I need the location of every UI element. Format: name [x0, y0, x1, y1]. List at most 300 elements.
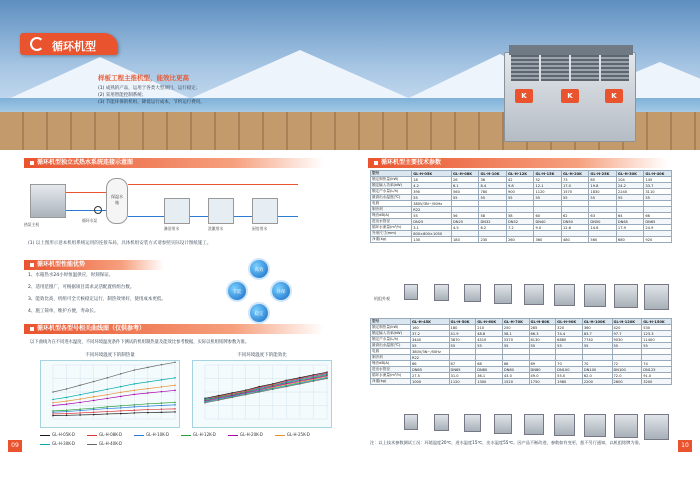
data-point: [52, 399, 54, 401]
data-point: [134, 383, 136, 385]
data-point: [52, 391, 54, 393]
table-cell: 55: [412, 195, 452, 201]
slogan-title: 样板工程主推机型，能效比更高: [98, 74, 189, 82]
pump-icon: [94, 206, 102, 214]
data-point: [106, 398, 108, 400]
table-header-cell: 型号: [371, 319, 411, 325]
table-cell: DN65: [644, 219, 672, 225]
slogan-block: [98, 73, 228, 106]
data-point: [147, 403, 149, 405]
section-heading: 循环机型各型号相关曲线图（仅供参考）: [24, 324, 324, 334]
table-cell: 55: [502, 343, 529, 349]
table-cell: 55: [561, 195, 588, 201]
table-cell: R22: [412, 207, 452, 213]
data-point: [120, 373, 122, 375]
table-cell: DN125: [642, 367, 672, 373]
legend-item: [181, 432, 216, 437]
pic-label: 机组外观: [374, 296, 390, 301]
page-title-tab: [20, 33, 118, 55]
table-header-cell: GL-H-25K: [589, 171, 616, 177]
data-point: [93, 391, 95, 393]
table-cell: 70: [556, 361, 583, 367]
table-cell: 1520: [502, 379, 529, 385]
data-point: [52, 402, 54, 404]
table-cell: 55: [479, 195, 506, 201]
advantage-item: 4、施工简单，维护方便，寿命长。: [28, 309, 99, 314]
table-header-cell: GL-H-150K: [642, 319, 672, 325]
table-cell: 55: [506, 195, 533, 201]
data-point: [161, 364, 163, 366]
legend-label: GL-H-40K-D: [98, 441, 122, 446]
slogan-bullet: (3) 节能环保的机组，降低运行成本，节约运行费用。: [98, 100, 205, 105]
table-cell: 5370: [502, 337, 529, 343]
page-number: 10: [678, 440, 692, 452]
heat-pump-icon: [30, 184, 66, 218]
unit-photo: [494, 414, 512, 434]
spec-table-1: [370, 170, 672, 243]
table-cell: 进出水管径: [371, 367, 411, 373]
table-cell: DN100: [612, 367, 642, 373]
table-cell: 外形尺寸(mm): [371, 231, 412, 237]
table-cell: 66: [644, 213, 672, 219]
advantage-item: 1、水箱热水24小时恒温供应，时刻保证。: [28, 273, 114, 278]
legend-swatch: [87, 444, 97, 445]
table-cell: 480: [561, 237, 588, 243]
table-cell: 180: [452, 237, 479, 243]
data-point: [106, 394, 108, 396]
data-point: [174, 390, 176, 392]
table-cell: 2240: [616, 189, 643, 195]
unit-photo: [614, 414, 638, 438]
table-cell: R22: [410, 355, 449, 361]
table-header-cell: GL-H-70K: [502, 319, 529, 325]
legend-label: GL-H-05K-D: [52, 432, 75, 437]
data-point: [79, 384, 81, 386]
diagram-note: (1) 以上图形示意本机组系统运用的连接布局，具体机组安装方式请参照实际设计图纸施工。: [28, 241, 212, 246]
table-cell: 72.0: [612, 373, 642, 379]
data-point: [106, 408, 108, 410]
table-cell: 净重(kg): [371, 379, 411, 385]
data-point: [174, 408, 176, 410]
legend-swatch: [87, 435, 97, 436]
chart-title: 不同环境温度下的制热量: [85, 353, 135, 358]
table-cell: 17.0: [561, 183, 588, 189]
unit-photo: [554, 414, 575, 436]
device-label: 洗漱用水: [208, 226, 224, 231]
unit-photo: [554, 284, 575, 306]
table-cell: 1750: [529, 379, 556, 385]
data-point: [93, 414, 95, 416]
data-point: [147, 412, 149, 414]
data-point: [147, 388, 149, 390]
data-point: [106, 389, 108, 391]
unit-top: [509, 45, 633, 55]
device-label: 循环水泵: [82, 218, 98, 223]
data-point: [147, 381, 149, 383]
section-heading: 循环机型独立式热水系统连接示意图: [24, 158, 324, 168]
table-cell: DN80: [476, 367, 503, 373]
brand-badge: K: [515, 89, 533, 103]
table-header-cell: GL-H-10K: [479, 171, 506, 177]
data-point: [161, 402, 163, 404]
data-point: [52, 413, 54, 415]
table-cell: DN65: [616, 219, 643, 225]
table-header-cell: GL-H-40K: [644, 171, 672, 177]
table-cell: 420: [612, 325, 642, 331]
unit-photo: [584, 414, 606, 437]
table-cell: DN50: [561, 219, 588, 225]
legend-item: [275, 432, 310, 437]
table-cell: 12.1: [534, 183, 561, 189]
chart-legend: [40, 432, 330, 450]
table-cell: 97.7: [612, 331, 642, 337]
table-header-cell: GL-H-15K: [534, 171, 561, 177]
unit-photo: [404, 284, 418, 300]
table-cell: DN65: [449, 367, 476, 373]
table-cell: 62: [561, 213, 588, 219]
data-point: [258, 391, 260, 393]
table-cell: 130: [412, 237, 452, 243]
data-point: [286, 386, 288, 388]
data-point: [245, 394, 247, 396]
table-cell: 31.0: [449, 373, 476, 379]
data-point: [79, 408, 81, 410]
table-cell: DN32: [506, 219, 533, 225]
table-cell: 380V/3N~/50Hz: [410, 349, 449, 355]
data-point: [120, 396, 122, 398]
device-label: 淋浴用水: [164, 226, 180, 231]
feature-circle: 节能: [226, 280, 248, 302]
table-cell: 680: [616, 237, 643, 243]
legend-swatch: [228, 435, 238, 436]
data-point: [134, 409, 136, 411]
table-cell: 27.5: [410, 373, 449, 379]
data-point: [272, 389, 274, 391]
data-point: [79, 402, 81, 404]
table-cell: 260: [506, 237, 533, 243]
legend-label: GL-H-12K-D: [192, 432, 216, 437]
slogan-bullet: (1) 成熟的产品，运用于各类大型项目，运行稳定；: [98, 86, 201, 91]
table-cell: 60: [534, 213, 561, 219]
table-cell: 74: [642, 361, 672, 367]
table-cell: 循环水流量(m³/h): [371, 373, 411, 379]
table-cell: 净重(kg): [371, 237, 412, 243]
table-cell: 7.2: [506, 225, 533, 231]
table-cell: 91.0: [642, 373, 672, 379]
data-point: [161, 411, 163, 413]
table-cell: 噪音dB(A): [371, 361, 411, 367]
unit-photo: [524, 414, 544, 435]
series-line: [205, 373, 327, 399]
data-point: [218, 399, 220, 401]
table-cell: 37.2: [410, 331, 449, 337]
table-header-cell: GL-H-120K: [612, 319, 642, 325]
data-point: [204, 402, 206, 404]
table-cell: 8.4: [479, 183, 506, 189]
data-point: [147, 409, 149, 411]
table-cell: 68: [476, 361, 503, 367]
table-cell: 2600: [612, 379, 642, 385]
data-point: [120, 392, 122, 394]
table-cell: 2200: [582, 379, 612, 385]
legend-swatch: [181, 435, 191, 436]
chart-title: 不同环境温度下的能效比: [237, 353, 287, 358]
feature-circle: 环保: [270, 280, 292, 302]
heat-pump-unit-image: [504, 52, 636, 142]
data-point: [66, 400, 68, 402]
series-line: [53, 412, 175, 416]
data-point: [120, 410, 122, 412]
table-cell: 33.7: [644, 183, 672, 189]
table-cell: 780: [479, 189, 506, 195]
table-cell: 19.8: [589, 183, 616, 189]
data-point: [313, 380, 315, 382]
table-cell: 36: [479, 177, 506, 183]
data-point: [147, 367, 149, 369]
unit-photo: [644, 414, 669, 440]
kitchen-icon: [252, 198, 278, 224]
table-cell: 320: [556, 325, 583, 331]
spec-table-2: [370, 318, 672, 385]
data-point: [93, 396, 95, 398]
table-cell: 额定输入功率(kW): [371, 331, 411, 337]
data-point: [174, 402, 176, 404]
data-point: [52, 410, 54, 412]
section-heading: 循环机型性能优势: [24, 260, 164, 270]
legend-label: GL-H-30K-D: [52, 441, 75, 446]
table-cell: 58: [506, 213, 533, 219]
series-line: [205, 376, 327, 401]
unit-photo: [404, 414, 418, 430]
data-point: [66, 413, 68, 415]
table-cell: 12.6: [561, 225, 588, 231]
table-header-cell: GL-H-12K: [506, 171, 533, 177]
table-cell: 72: [612, 361, 642, 367]
table-cell: 额定产水量(L/h): [371, 189, 412, 195]
table-header-cell: GL-H-30K: [616, 171, 643, 177]
table-cell: 63: [589, 213, 616, 219]
table-cell: DN32: [479, 219, 506, 225]
table-header-cell: 型号: [371, 171, 412, 177]
system-diagram: [24, 172, 324, 234]
table-cell: 48.8: [476, 331, 503, 337]
slogan-bullet: (2) 采用智能控制系统；: [98, 93, 147, 98]
fan-grille: [541, 55, 569, 81]
table-cell: DN100: [556, 367, 583, 373]
table-cell: 制冷剂: [371, 207, 412, 213]
data-point: [52, 415, 54, 417]
table-cell: 1570: [561, 189, 588, 195]
series-line: [205, 379, 327, 403]
data-point: [134, 390, 136, 392]
tank-label: 保温水箱: [111, 194, 123, 205]
table-cell: 70: [582, 361, 612, 367]
table-cell: 68: [502, 361, 529, 367]
table-cell: 42: [506, 177, 533, 183]
washbasin-icon: [208, 198, 234, 224]
table-cell: 73: [561, 177, 588, 183]
unit-photo: [464, 284, 481, 302]
table-cell: 43.0: [502, 373, 529, 379]
legend-label: GL-H-10K-D: [145, 432, 169, 437]
hot-pipe: [66, 192, 106, 193]
chart-heating-capacity: [40, 360, 180, 428]
table-row: [371, 237, 672, 243]
table-cell: 62.0: [582, 373, 612, 379]
table-cell: 55: [476, 343, 503, 349]
data-point: [79, 394, 81, 396]
advantage-list: [28, 272, 218, 320]
table-cell: 电源: [371, 349, 411, 355]
table-cell: 55: [642, 343, 672, 349]
table-row: [371, 379, 672, 385]
advantage-item: 2、适用范围广，可根据项目需求灵活配置机组台数。: [28, 285, 135, 290]
unit-photo: [434, 284, 449, 301]
data-point: [134, 394, 136, 396]
table-cell: DN25: [452, 219, 479, 225]
table-cell: 3200: [642, 379, 672, 385]
table-cell: DN65: [410, 367, 449, 373]
data-point: [174, 384, 176, 386]
table-cell: 55: [410, 343, 449, 349]
table-cell: 4.2: [412, 183, 452, 189]
table-cell: 最高出水温度(℃): [371, 343, 411, 349]
table-cell: 55: [582, 343, 612, 349]
table-cell: 额定输入功率(kW): [371, 183, 412, 189]
table-cell: DN40: [534, 219, 561, 225]
table-cell: 额定制热量(kW): [371, 325, 411, 331]
data-point: [106, 413, 108, 415]
table-header-cell: GL-H-50K: [449, 319, 476, 325]
table-cell: 55: [616, 195, 643, 201]
data-point: [79, 398, 81, 400]
unit-photo: [644, 284, 669, 310]
table-cell: 530: [642, 325, 672, 331]
unit-photo: [434, 414, 449, 431]
table-cell: 360: [534, 237, 561, 243]
table-cell: 55: [529, 343, 556, 349]
table-cell: 9030: [612, 337, 642, 343]
table-cell: 800×800×1050: [412, 231, 452, 237]
table-cell: 58: [479, 213, 506, 219]
table-header-cell: GL-H-05K: [412, 171, 452, 177]
data-point: [106, 406, 108, 408]
data-point: [161, 391, 163, 393]
fan-grille: [601, 55, 629, 81]
data-point: [231, 397, 233, 399]
table-cell: 24.2: [616, 183, 643, 189]
table-header-cell: GL-H-90K: [556, 319, 583, 325]
series-line: [53, 378, 175, 400]
data-point: [93, 381, 95, 383]
fan-grille: [571, 55, 599, 81]
legend-swatch: [40, 435, 50, 436]
unit-photo: [524, 284, 544, 305]
legend-label: GL-H-20K-D: [239, 432, 263, 437]
table-cell: 55: [449, 343, 476, 349]
table-cell: 24.9: [644, 225, 672, 231]
device-label: 厨房用水: [252, 226, 268, 231]
legend-label: GL-H-08K-D: [98, 432, 122, 437]
data-point: [66, 403, 68, 405]
legend-swatch: [40, 444, 50, 445]
table-cell: 104: [616, 177, 643, 183]
table-cell: 58.1: [502, 331, 529, 337]
table-cell: 390: [412, 189, 452, 195]
legend-swatch: [134, 435, 144, 436]
table-cell: 26: [452, 177, 479, 183]
series-line: [205, 372, 327, 398]
device-label: 热泵主机: [24, 222, 40, 227]
table-cell: 67: [449, 361, 476, 367]
brand-badge: K: [605, 89, 623, 103]
legend-item: [87, 432, 122, 437]
table-cell: 3870: [449, 337, 476, 343]
brand-badge: K: [561, 89, 579, 103]
legend-item: [40, 441, 75, 446]
data-point: [66, 414, 68, 416]
table-cell: 制冷剂: [371, 355, 411, 361]
table-cell: 1000: [410, 379, 449, 385]
data-point: [120, 386, 122, 388]
table-cell: DN80: [502, 367, 529, 373]
table-cell: 1300: [476, 379, 503, 385]
table-cell: 160: [410, 325, 449, 331]
table-cell: 9.8: [506, 183, 533, 189]
brand-logo-icon: [30, 37, 44, 51]
data-point: [66, 409, 68, 411]
table-cell: 83.7: [582, 331, 612, 337]
data-point: [161, 379, 163, 381]
data-point: [134, 404, 136, 406]
page-number: 09: [8, 440, 22, 452]
table-cell: 6.1: [452, 183, 479, 189]
table-cell: 55: [644, 195, 672, 201]
data-point: [79, 412, 81, 414]
shower-icon: [164, 198, 190, 224]
table-header-cell: GL-H-20K: [561, 171, 588, 177]
table-cell: DN50: [589, 219, 616, 225]
data-point: [120, 405, 122, 407]
data-point: [93, 411, 95, 413]
table-header-cell: GL-H-100K: [582, 319, 612, 325]
table-cell: 55: [534, 195, 561, 201]
table-cell: 64: [616, 213, 643, 219]
data-point: [134, 406, 136, 408]
table-cell: DN25: [412, 219, 452, 225]
table-cell: 进出水管径: [371, 219, 412, 225]
table-header-cell: GL-H-08K: [452, 171, 479, 177]
table-cell: 123.3: [642, 331, 672, 337]
table-cell: 85: [589, 177, 616, 183]
feature-circle: 稳定: [248, 302, 270, 324]
table-cell: 18: [412, 177, 452, 183]
table-cell: 210: [476, 325, 503, 331]
table-cell: 230: [479, 237, 506, 243]
data-point: [120, 413, 122, 415]
table-header-cell: GL-H-45K: [410, 319, 449, 325]
unit-photo: [584, 284, 606, 307]
data-point: [52, 405, 54, 407]
data-point: [66, 388, 68, 390]
data-point: [174, 404, 176, 406]
table-cell: 920: [644, 237, 672, 243]
curve-note: 以下曲线为在不同进水温度、不同环境温度条件下测试的机组制热量及能效比参考数据，实际以机组铭牌参数为准。: [30, 340, 250, 345]
table-cell: 3440: [410, 337, 449, 343]
data-point: [106, 411, 108, 413]
data-point: [147, 392, 149, 394]
table-cell: 14.6: [589, 225, 616, 231]
